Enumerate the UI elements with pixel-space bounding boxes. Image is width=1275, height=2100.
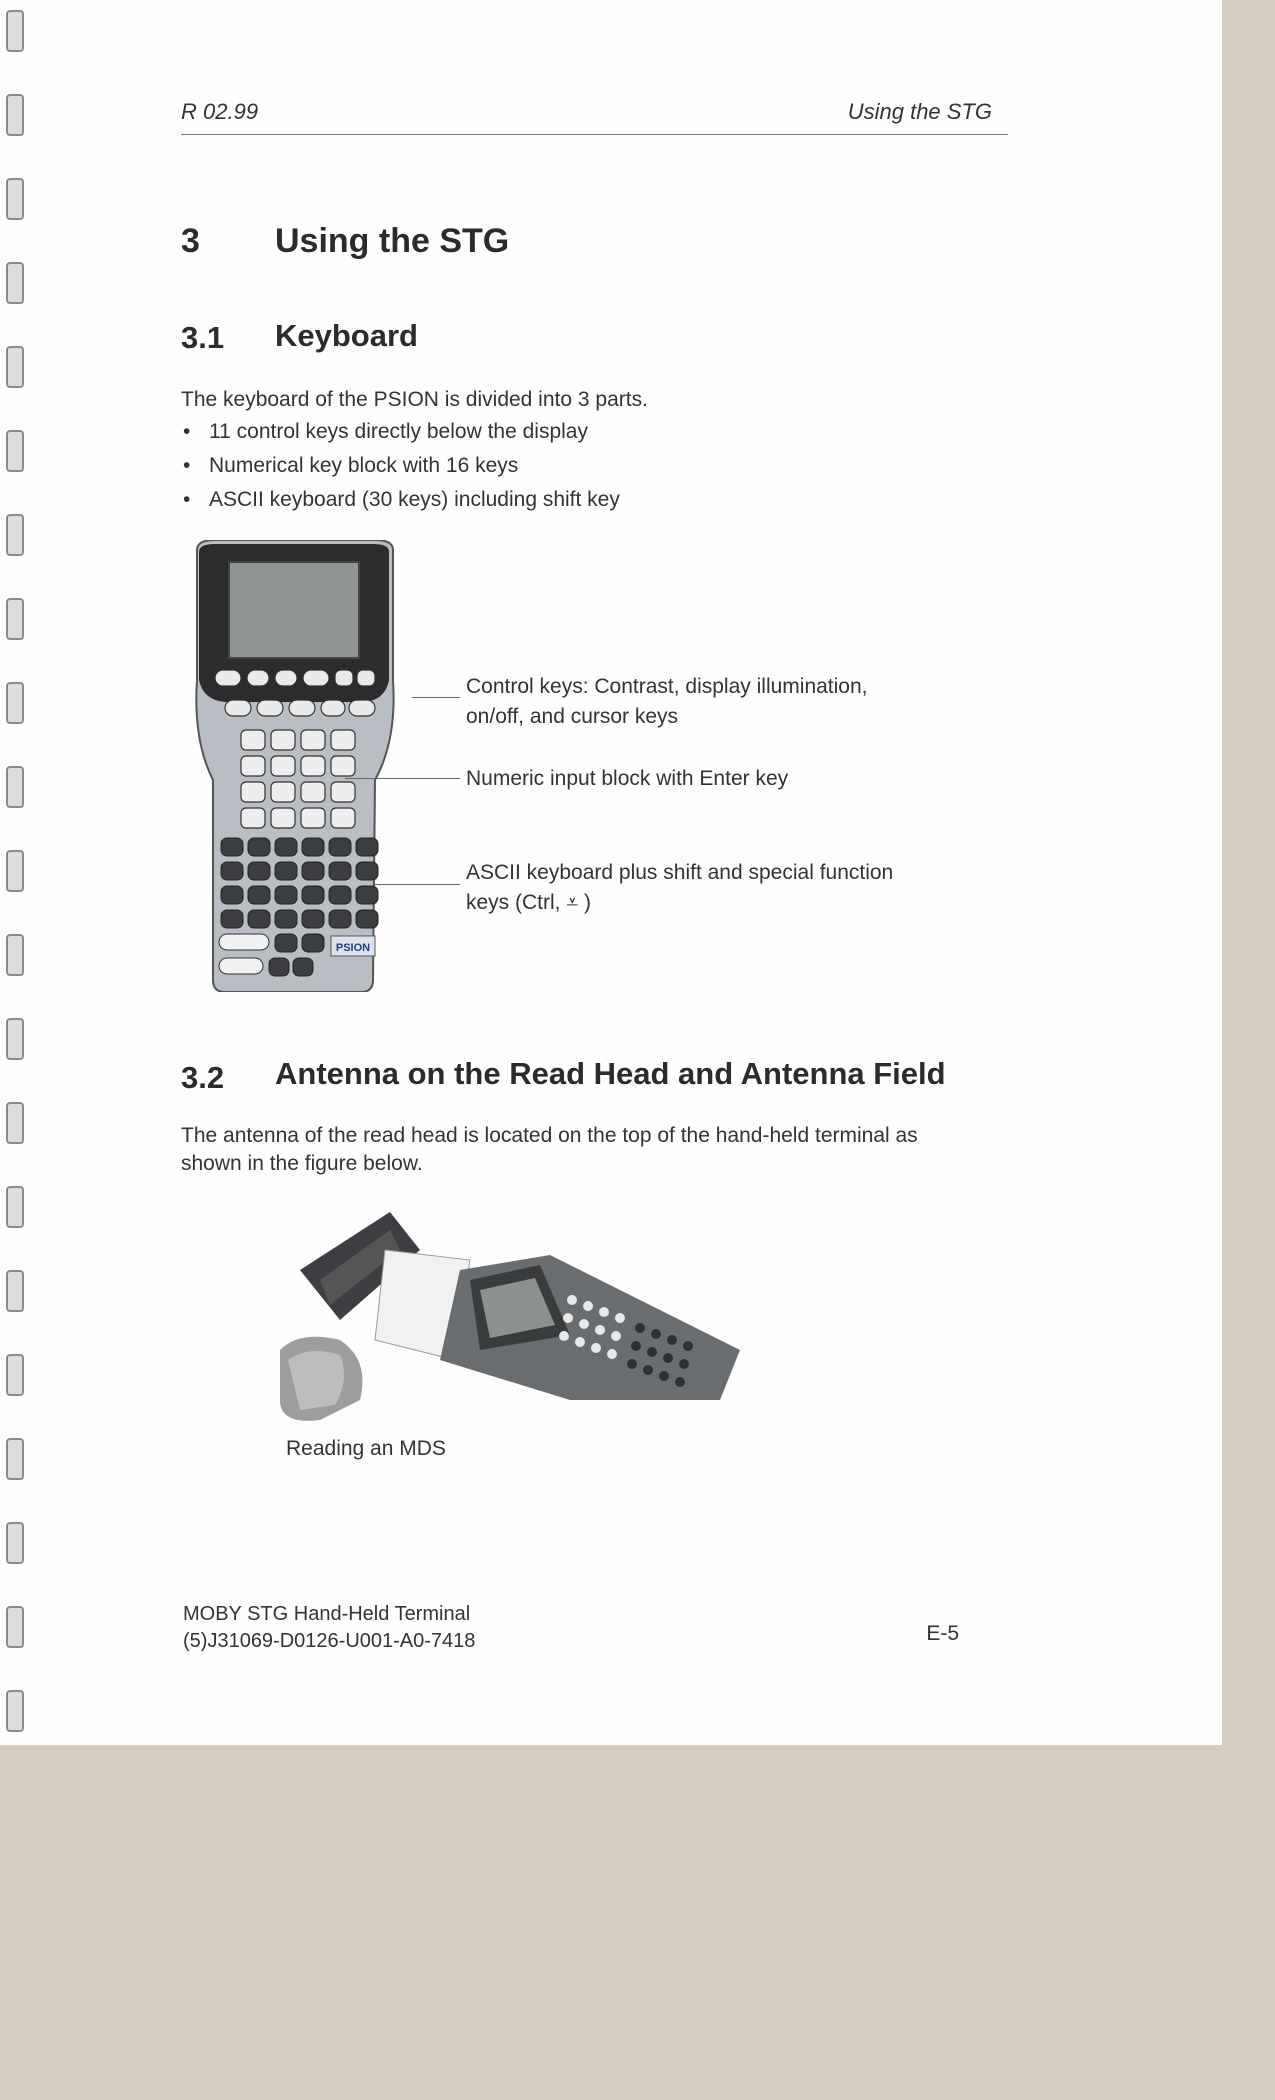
bullet-item: • 11 control keys directly below the display	[183, 420, 588, 443]
callout-leader	[345, 778, 460, 779]
section-title-keyboard: Keyboard	[275, 318, 418, 353]
bullet-item: • ASCII keyboard (30 keys) including shift key	[183, 488, 620, 511]
callout-leader	[412, 697, 460, 698]
chapter-number: 3	[181, 222, 200, 260]
reading-mds-image	[280, 1210, 740, 1450]
callout-ascii-keyboard: ASCII keyboard plus shift and special function keys (Ctrl, ⩡ )	[466, 861, 894, 914]
callout-numeric-block: Numeric input block with Enter key	[466, 767, 789, 790]
psion-logo: PSION	[335, 942, 371, 954]
keyboard-intro: The keyboard of the PSION is divided into 3 parts.	[181, 388, 648, 411]
section-title-antenna: Antenna on the Read Head and Antenna Field	[275, 1056, 946, 1091]
antenna-paragraph: The antenna of the read head is located on the top of the hand-held terminal as shown in the figure below.	[181, 1124, 918, 1175]
section-number-3-1: 3.1	[181, 320, 225, 355]
header-chapter-title: Using the STG	[847, 99, 992, 124]
header-revision: R 02.99	[181, 99, 259, 124]
figure-caption: Reading an MDS	[286, 1437, 446, 1460]
callout-leader	[375, 884, 460, 885]
page-number: E-5	[926, 1622, 959, 1645]
psion-terminal-image	[185, 540, 405, 992]
footer-document-info: MOBY STG Hand-Held Terminal (5)J31069-D0126-U001-A0-7418	[183, 1603, 476, 1652]
section-number-3-2: 3.2	[181, 1060, 225, 1095]
callout-control-keys: Control keys: Contrast, display illumination, on/off, and cursor keys	[466, 675, 868, 728]
chapter-title: Using the STG	[275, 222, 510, 260]
spiral-binding	[6, 0, 26, 1745]
header-rule	[181, 134, 1008, 135]
bullet-item: • Numerical key block with 16 keys	[183, 454, 519, 477]
